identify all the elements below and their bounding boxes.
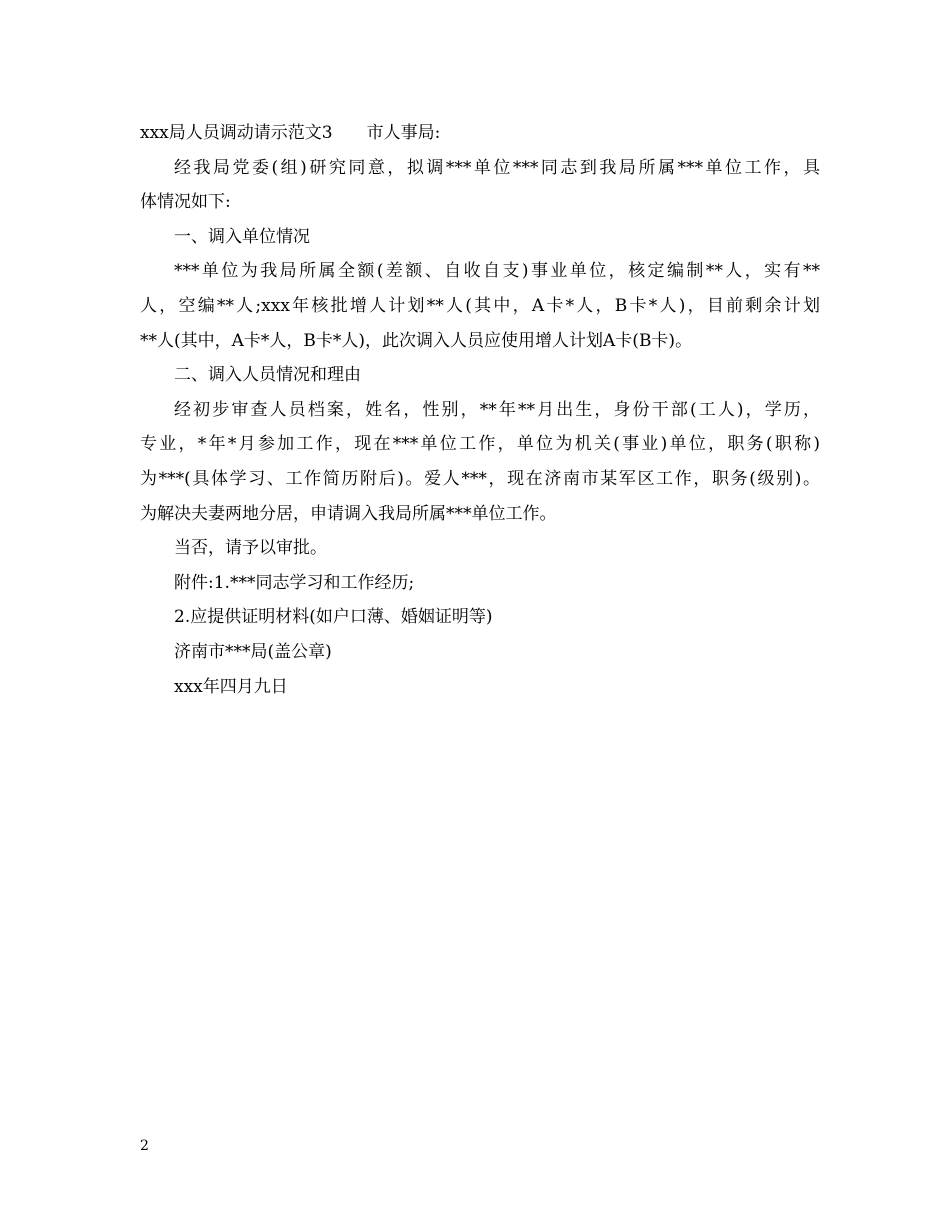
section-heading-1: 一、调入单位情况 [174, 226, 310, 247]
paragraph-3-line-4: 为解决夫妻两地分居，申请调入我局所属***单位工作。 [140, 503, 557, 524]
attachment-item-1: 附件:1.***同志学习和工作经历; [174, 572, 415, 593]
document-body [140, 116, 820, 704]
paragraph-2-line-1: ***单位为我局所属全额(差额、自收自支)事业单位，核定编制**人，实有** [174, 261, 820, 282]
signature-line: 济南市***局(盖公章) [174, 641, 332, 662]
paragraph-2-line-2: 人，空编**人;xxx年核批增人计划**人(其中，A卡*人，B卡*人)，目前剩余计划 [140, 295, 820, 316]
paragraph-3-line-1: 经初步审查人员档案，姓名，性别，**年**月出生，身份干部(工人)，学历， [174, 399, 820, 420]
paragraph-3-line-3: 为***(具体学习、工作简历附后)。爱人***，现在济南市某军区工作，职务(级别)。 [140, 468, 820, 489]
paragraph-1-line-2: 体情况如下: [140, 192, 231, 213]
addressee: 市人事局: [366, 123, 441, 143]
closing-request: 当否，请予以审批。 [174, 538, 327, 559]
date-line: xxx年四月九日 [174, 676, 288, 697]
paragraph-2-line-3: **人(其中，A卡*人，B卡*人)，此次调入人员应使用增人计划A卡(B卡)。 [140, 330, 693, 351]
document-title: xxx局人员调动请示范文3 [140, 123, 333, 143]
attachment-item-2: 2.应提供证明材料(如户口薄、婚姻证明等) [174, 607, 493, 628]
page-number: 2 [140, 1138, 149, 1154]
paragraph-3-line-2: 专业，*年*月参加工作，现在***单位工作，单位为机关(事业)单位，职务(职称) [140, 434, 820, 455]
title-line [140, 116, 820, 151]
section-heading-2: 二、调入人员情况和理由 [174, 365, 361, 386]
paragraph-1-line-1: 经我局党委(组)研究同意，拟调***单位***同志到我局所属***单位工作，具 [174, 157, 820, 178]
